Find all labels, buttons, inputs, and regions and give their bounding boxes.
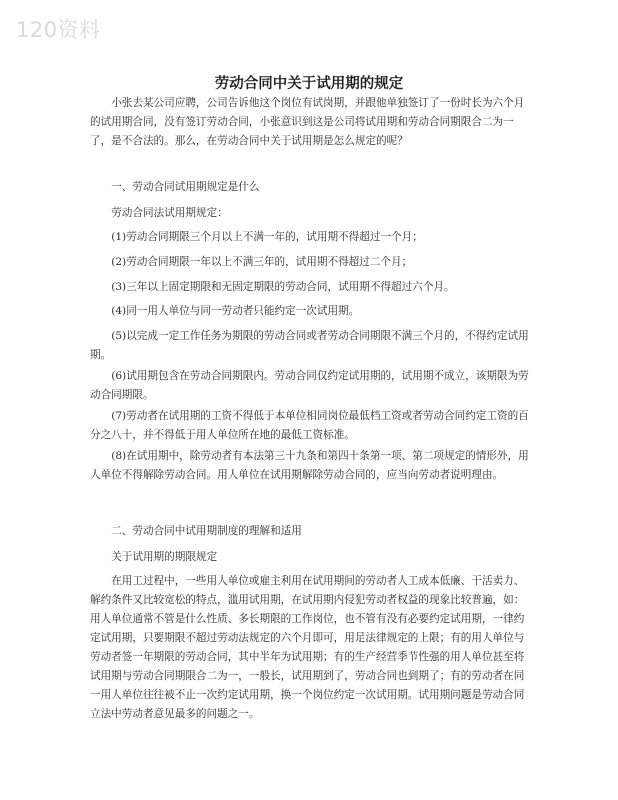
- list-item: (1)劳动合同期限三个月以上不满一年的，试用期不得超过一个月；: [111, 231, 423, 243]
- page-title: 劳动合同中关于试用期的规定: [214, 76, 404, 92]
- list-item: (8)在试用期中，除劳动者有本法第三十九条和第四十条第一项、第二项规定的情形外，用人单位不得解除劳动合同。用人单位在试用期解除劳动合同的，应当向劳动者说明理由。: [90, 450, 529, 481]
- section-2-subheading: 关于试用期的期限规定: [111, 551, 218, 563]
- section-2-heading: 二、劳动合同中试用期制度的理解和适用: [111, 525, 302, 537]
- list-item: (5)以完成一定工作任务为期限的劳动合同或者劳动合同期限不满三个月的，不得约定试用期。: [90, 330, 529, 361]
- section-2-body: 在用工过程中，一些用人单位或雇主利用在试用期间的劳动者人工成本低廉、干活卖力、解约条件又比较宽松的特点，滥用试用期，在试用期内侵犯劳动者权益的现象比较普遍，如：用人单位通常不管是什么性质、多长期限的工作岗位，也不管有没有必要约定试用期，一律约定试用期，只要期限不超过劳动法规定的六个月即可，用足法律规定的上限；有的用人单位与劳动者签一年期限的劳动合同，其中半年为试用期；有的生产经营季节性强的用人单位甚至将试用期与劳动合同期限合二为一，一般长，试用期到了，劳动合同也到期了；有的劳动者在同一用人单位往往被不止一次约定试用期，换一个岗位约定一次试用期。试用期问题是劳动合同立法中劳动者意见最多的问题之一。: [90, 575, 525, 720]
- watermark: 120资料: [16, 18, 101, 42]
- list-item: (2)劳动合同期限一年以上不满三年的，试用期不得超过二个月；: [111, 256, 413, 268]
- section-1-subheading: 劳动合同法试用期规定：: [111, 207, 228, 219]
- list-item: (6)试用期包含在劳动合同期限内。劳动合同仅约定试用期的，试用期不成立，该期限为劳动合同期限。: [90, 370, 529, 401]
- intro-paragraph: 小张去某公司应聘，公司告诉他这个岗位有试岗期，并跟他单独签订了一份时长为六个月的试用期合同，没有签订劳动合同，小张意识到这是公司将试用期和劳动合同期限合二为一了，是不合法的。那么，在劳动合同中关于试用期是怎么规定的呢？: [90, 97, 525, 147]
- list-item: (7)劳动者在试用期的工资不得低于本单位相同岗位最低档工资或者劳动合同约定工资的百分之八十，并不得低于用人单位所在地的最低工资标准。: [90, 410, 529, 441]
- list-item: (3)三年以上固定期限和无固定期限的劳动合同，试用期不得超过六个月。: [111, 281, 455, 293]
- section-1-heading: 一、劳动合同试用期规定是什么: [111, 181, 260, 193]
- list-item: (4)同一用人单位与同一劳动者只能约定一次试用期。: [111, 305, 360, 317]
